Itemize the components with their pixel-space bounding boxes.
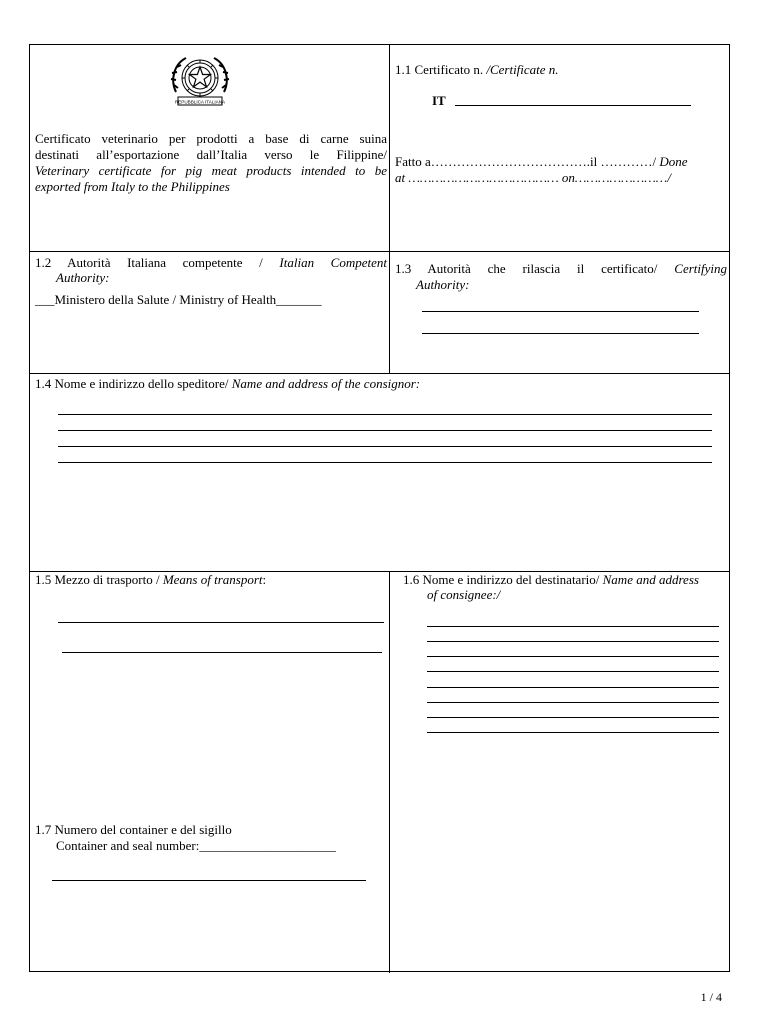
done-at-line1 <box>395 154 688 169</box>
certificate-number-label-en: /Certificate n. <box>486 62 559 77</box>
certificate-number-label-it: 1.1 Certificato n. <box>395 62 487 77</box>
consignee-label <box>403 572 699 587</box>
emblem-text: REPUBBLICA ITALIANA <box>174 99 226 105</box>
field-1-1-cell <box>390 45 729 251</box>
competent-authority-label <box>35 255 387 270</box>
consignee-label-it: 1.6 Nome e indirizzo del destinatario/ <box>403 572 603 587</box>
competent-authority-label-en-2: Authority: <box>56 270 110 285</box>
consignor-line-2[interactable] <box>58 430 712 431</box>
field-1-4-cell <box>30 374 729 571</box>
certificate-number-field[interactable] <box>455 105 691 106</box>
competent-authority-value[interactable]: ___Ministero della Salute / Ministry of Health_______ <box>35 292 322 307</box>
consignor-line-4[interactable] <box>58 462 712 463</box>
consignee-line-7[interactable] <box>427 717 719 718</box>
competent-authority-label-it: 1.2 Autorità Italiana competente / <box>35 255 280 270</box>
consignor-label-en: Name and address of the consignor: <box>231 376 421 391</box>
certifying-authority-label <box>395 261 727 276</box>
field-1-6-cell <box>390 572 729 972</box>
container-label-line2[interactable]: Container and seal number:_____________________ <box>56 838 336 853</box>
container-number-line[interactable] <box>52 880 366 881</box>
consignee-line-1[interactable] <box>427 626 719 627</box>
certifying-authority-label-it: 1.3 Autorità che rilascia il certificato/ <box>395 261 675 276</box>
title-it-line1: Certificato veterinario per prodotti a base di carne suina <box>35 131 387 146</box>
consignee-line-3[interactable] <box>427 656 719 657</box>
certificate-number-prefix: IT <box>432 93 446 108</box>
consignor-label-it: 1.4 Nome e indirizzo dello speditore/ <box>35 376 232 391</box>
certificate-form <box>29 44 730 972</box>
consignee-line-4[interactable] <box>427 671 719 672</box>
consignee-label-en: Name and address <box>602 572 699 587</box>
certifying-authority-line-1[interactable] <box>422 311 699 312</box>
consignor-line-3[interactable] <box>58 446 712 447</box>
transport-label-en: Means of transport <box>162 572 263 587</box>
container-label-line1: 1.7 Numero del container e del sigillo <box>35 822 232 837</box>
competent-authority-label-en: Italian Competent <box>279 255 388 270</box>
transport-line-2[interactable] <box>62 652 382 653</box>
title-en-line1: Veterinary certificate for pig meat products intended to be <box>35 163 387 178</box>
transport-line-1[interactable] <box>58 622 384 623</box>
consignee-line-5[interactable] <box>427 687 719 688</box>
consignee-line-2[interactable] <box>427 641 719 642</box>
consignee-line-8[interactable] <box>427 732 719 733</box>
transport-label <box>35 572 266 587</box>
done-at-line2[interactable]: at ………………………………… on……………………/ <box>395 170 671 185</box>
italian-republic-emblem-icon <box>164 50 236 110</box>
title-it-line2: destinati all’esportazione dall’Italia verso le Filippine/ <box>35 147 387 162</box>
consignor-line-1[interactable] <box>58 414 712 415</box>
certifying-authority-label-en: Certifying <box>674 261 727 276</box>
consignee-line-6[interactable] <box>427 702 719 703</box>
header-cell <box>30 45 389 251</box>
transport-label-colon: : <box>262 572 267 587</box>
field-1-3-cell <box>390 252 729 373</box>
certifying-authority-label-en-2: Authority: <box>416 277 470 292</box>
consignee-label-en-2: of consignee:/ <box>427 587 501 602</box>
field-1-5-cell <box>30 572 389 972</box>
certifying-authority-line-2[interactable] <box>422 333 699 334</box>
done-at-en: Done <box>659 154 688 169</box>
consignor-label <box>35 376 420 391</box>
field-1-2-cell <box>30 252 389 373</box>
done-at-it: Fatto a……………………………….il …………/ <box>395 154 660 169</box>
title-en-line2: exported from Italy to the Philippines <box>35 179 230 194</box>
page-number: 1 / 4 <box>700 990 722 1004</box>
certificate-number-label <box>395 62 559 77</box>
transport-label-it: 1.5 Mezzo di trasporto / <box>35 572 163 587</box>
